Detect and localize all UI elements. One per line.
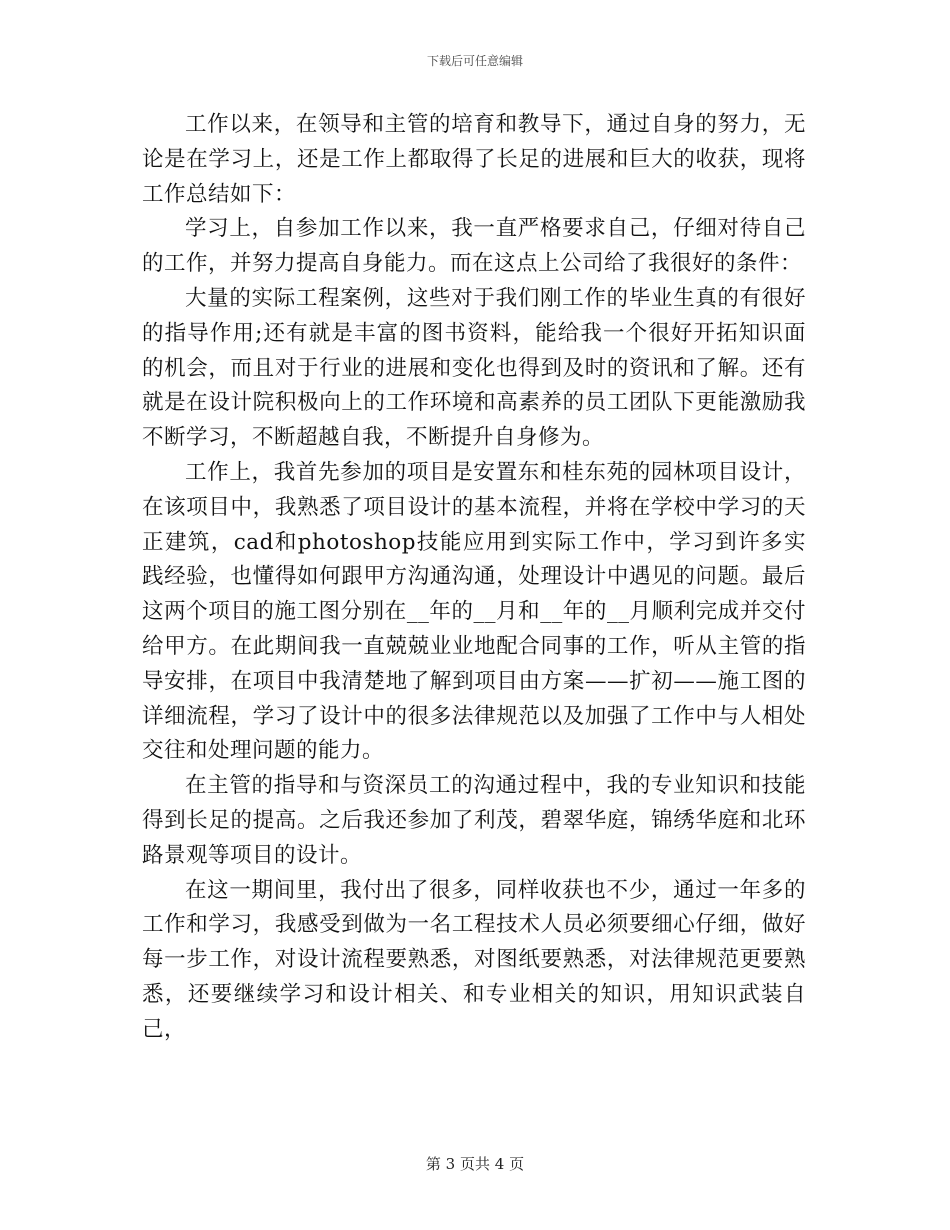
paragraph: 工作上，我首先参加的项目是安置东和桂东苑的园林项目设计，在该项目中，我熟悉了项目设计的基本流程，并将在学校中学习的天正建筑，cad和photoshop技能应用到实际工作中，学习到许多实践经验，也懂得如何跟甲方沟通沟通，处理设计中遇见的问题。最后这两个项目的施工图分别在__年的__月和__年的__月顺利完成并交付给甲方。在此期间我一直兢兢业业地配合同事的工作，听从主管的指导安排，在项目中我清楚地了解到项目由方案——扩初——施工图的详细流程，学习了设计中的很多法律规范以及加强了工作中与人相处交往和处理问题的能力。 [142, 459, 806, 764]
page-number: 第 3 页共 4 页 [425, 1155, 525, 1173]
document-body [142, 108, 806, 1048]
paragraph: 大量的实际工程案例，这些对于我们刚工作的毕业生真的有很好的指导作用;还有就是丰富的图书资料，能给我一个很好开拓知识面的机会，而且对于行业的进展和变化也得到及时的资讯和了解。还有就是在设计院积极向上的工作环境和高素养的员工团队下更能激励我不断学习，不断超越自我，不断提升自身修为。 [142, 285, 806, 451]
paragraph: 学习上，自参加工作以来，我一直严格要求自己，仔细对待自己的工作，并努力提高自身能力。而在这点上公司给了我很好的条件： [142, 216, 806, 277]
header-note: 下载后可任意编辑 [426, 54, 523, 68]
paragraph: 在主管的指导和与资深员工的沟通过程中，我的专业知识和技能得到长足的提高。之后我还参加了利茂，碧翠华庭，锦绣华庭和北环路景观等项目的设计。 [142, 773, 806, 868]
paragraph: 在这一期间里，我付出了很多，同样收获也不少，通过一年多的工作和学习，我感受到做为一名工程技术人员必须要细心仔细，做好每一步工作，对设计流程要熟悉，对图纸要熟悉，对法律规范更要熟悉，还要继续学习和设计相关、和专业相关的知识，用知识武装自己， [142, 877, 806, 1042]
paragraph: 工作以来，在领导和主管的培育和教导下，通过自身的努力，无论是在学习上，还是工作上都取得了长足的进展和巨大的收获，现将工作总结如下： [142, 112, 806, 207]
